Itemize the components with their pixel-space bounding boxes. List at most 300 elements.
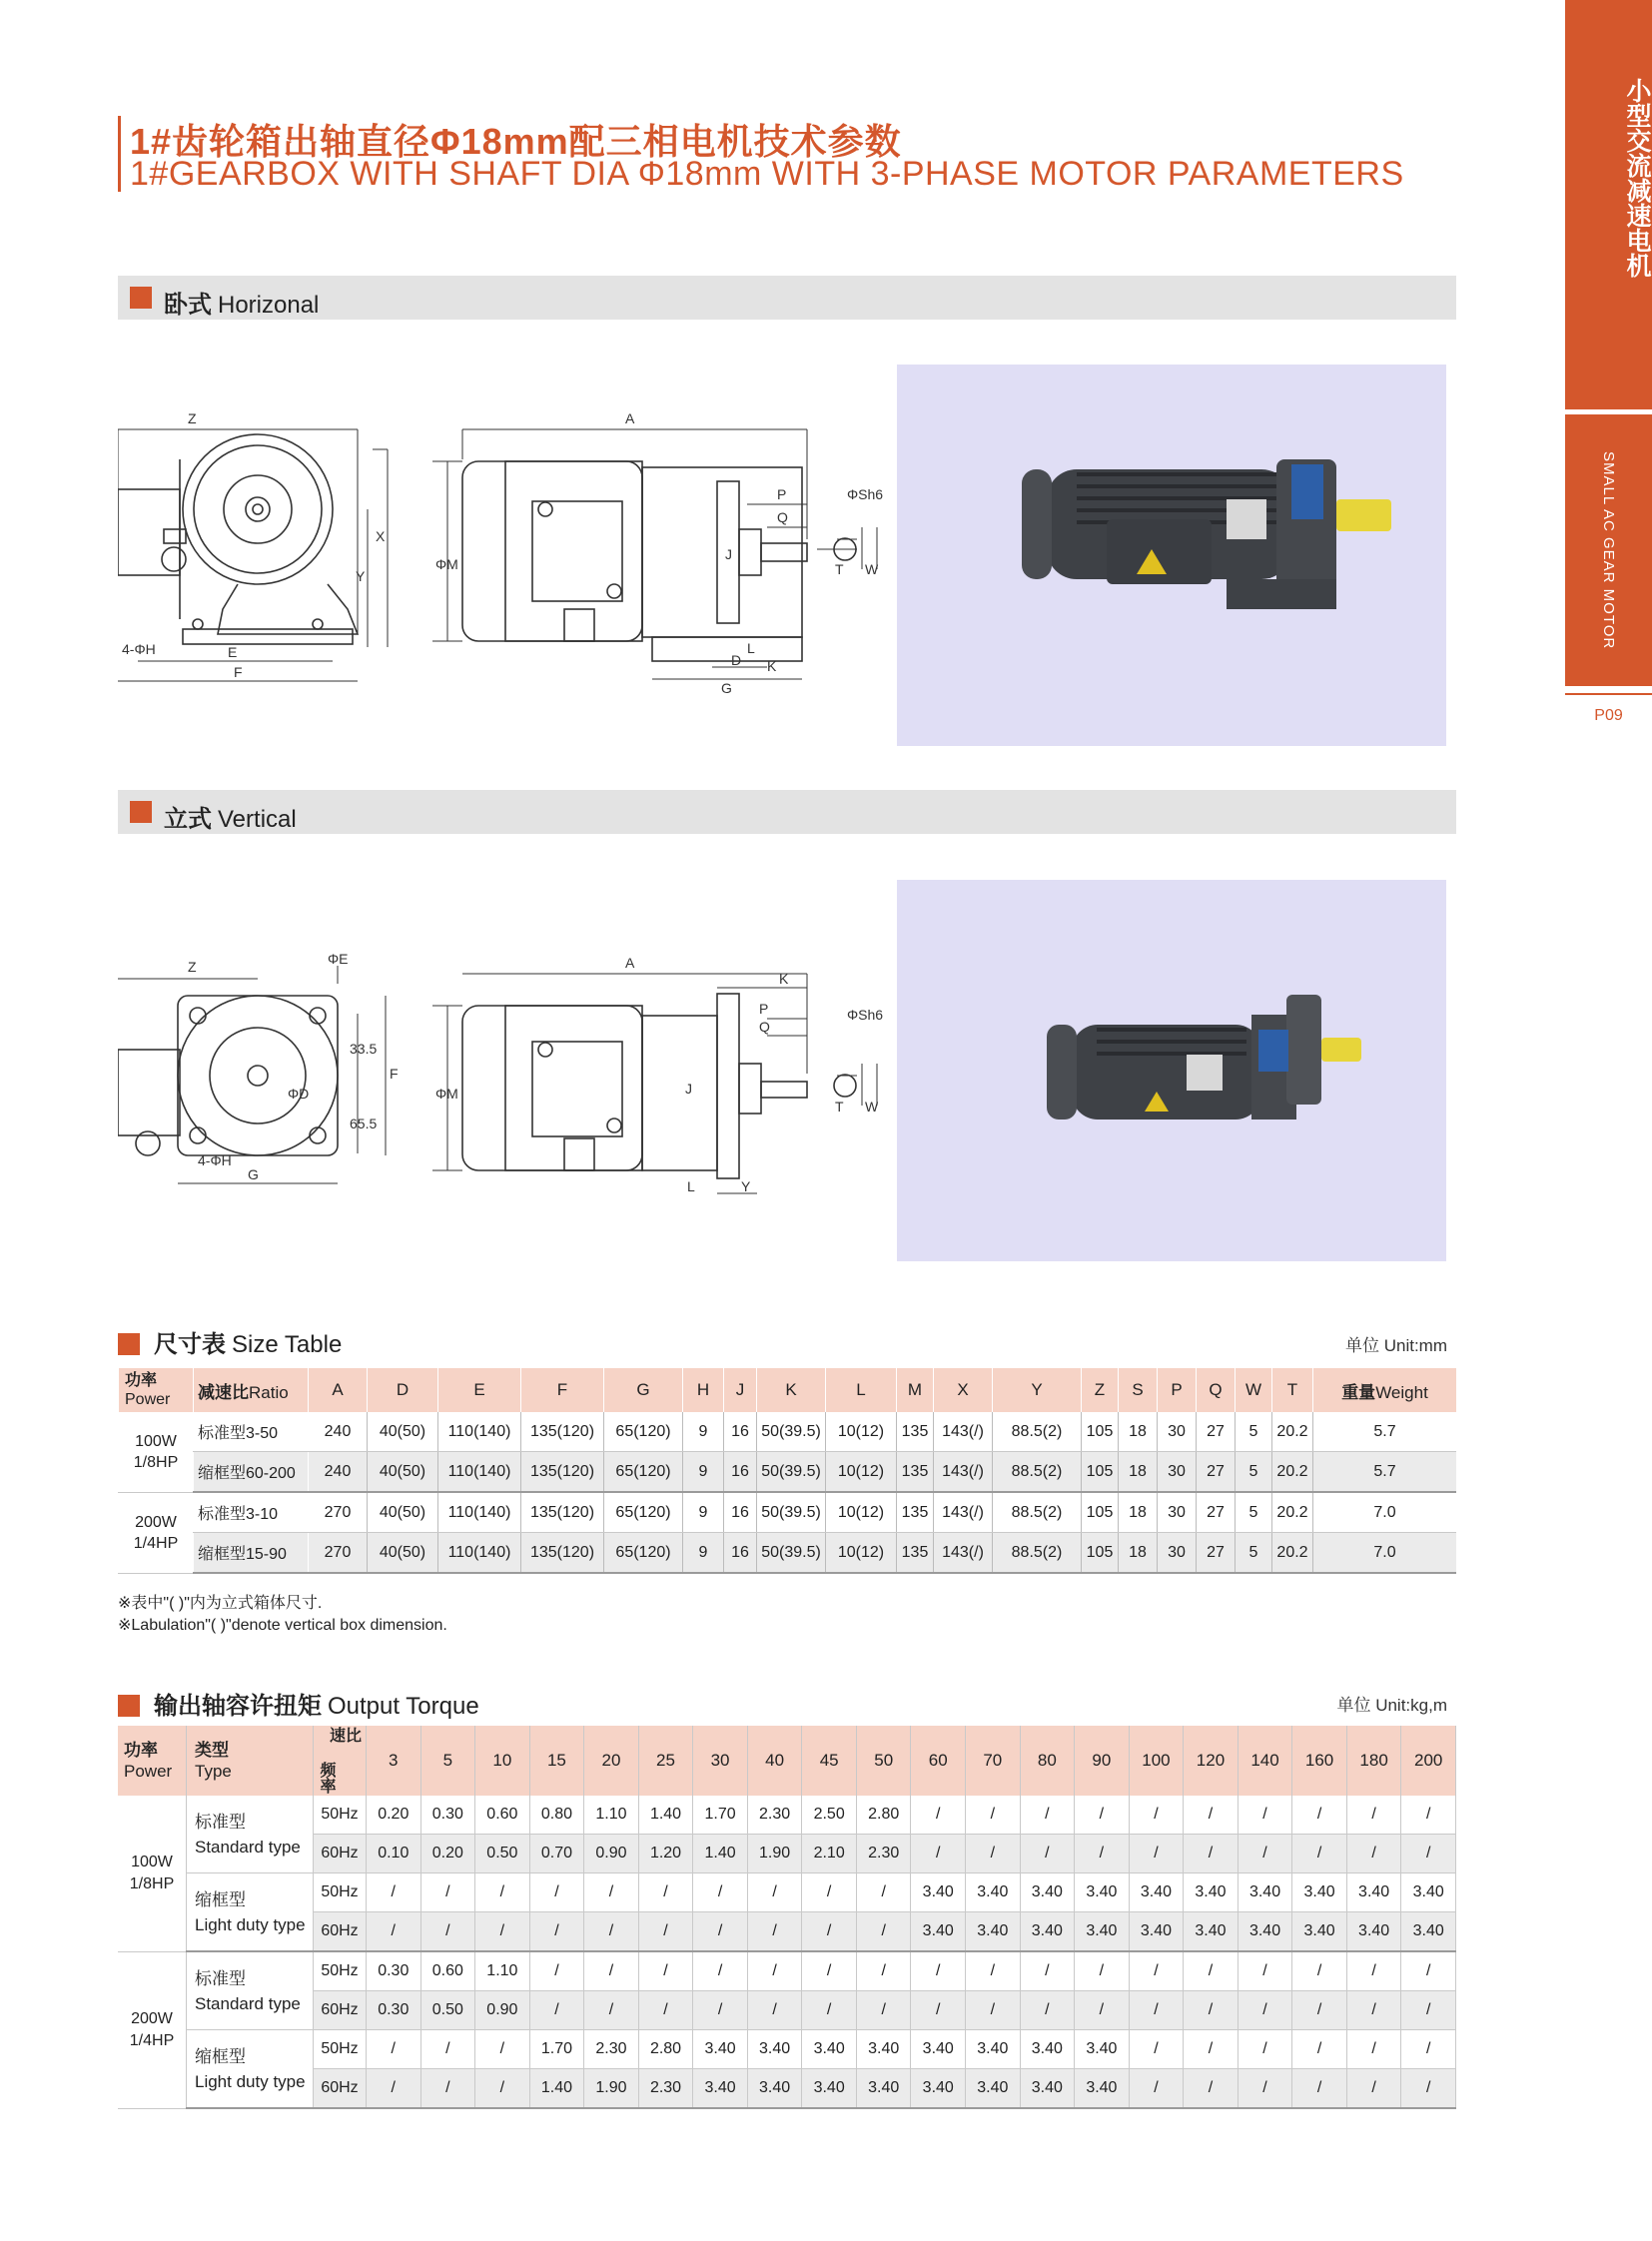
torque-value: 0.60 (420, 1951, 475, 1991)
weight-cell: 5.7 (1313, 1412, 1457, 1452)
drawing-label-h: 4-ΦH (198, 1152, 232, 1168)
torque-value: / (1346, 1835, 1401, 1873)
size-table-heading (118, 1324, 342, 1359)
torque-value: 0.20 (420, 1835, 475, 1873)
value-cell: 50(39.5) (757, 1412, 826, 1452)
torque-value: 0.30 (420, 1796, 475, 1835)
drawing-label-p: P (777, 486, 787, 502)
torque-value: / (1184, 1991, 1239, 2030)
section-header-horizontal (118, 276, 1456, 320)
drawing-label-k: K (767, 658, 777, 674)
header-ratio-70: 70 (966, 1726, 1021, 1796)
value-cell: 10(12) (826, 1412, 897, 1452)
torque-value: 3.40 (802, 2030, 857, 2069)
torque-value: / (1184, 1796, 1239, 1835)
header-ratio-40: 40 (747, 1726, 802, 1796)
value-cell: 18 (1119, 1412, 1158, 1452)
torque-value: / (1346, 2030, 1401, 2069)
torque-value: / (911, 1796, 966, 1835)
freq-cell: 60Hz (314, 2069, 367, 2109)
page-title-en: 1#GEARBOX WITH SHAFT DIA Φ18mm WITH 3-PHASE MOTOR PARAMETERS (130, 155, 1404, 193)
drawing-label-l: L (747, 640, 755, 656)
drawing-label-x: X (376, 528, 386, 544)
torque-value: 0.80 (529, 1796, 584, 1835)
value-cell: 143(/) (934, 1452, 993, 1493)
torque-value: / (1292, 1835, 1347, 1873)
drawing-label-t: T (835, 561, 844, 577)
value-cell: 65(120) (604, 1412, 683, 1452)
value-cell: 135 (897, 1412, 934, 1452)
vertical-dimension-drawing (118, 954, 917, 1223)
torque-value: / (529, 1951, 584, 1991)
value-cell: 240 (309, 1412, 368, 1452)
freq-cell: 50Hz (314, 1796, 367, 1835)
torque-value: / (475, 2030, 530, 2069)
torque-value: 0.30 (367, 1951, 421, 1991)
header-power: 功率 Power (119, 1368, 194, 1412)
header-col-k: K (757, 1368, 826, 1412)
drawing-label-h: 4-ΦH (122, 641, 156, 657)
horizontal-dimension-drawing (118, 409, 917, 709)
value-cell: 88.5(2) (993, 1492, 1082, 1533)
header-type: 类型 Type (187, 1726, 314, 1796)
value-cell: 20.2 (1272, 1533, 1313, 1574)
header-ratio-80: 80 (1020, 1726, 1075, 1796)
torque-value: 3.40 (1292, 1873, 1347, 1912)
table-row (119, 1412, 1457, 1452)
torque-value: / (475, 2069, 530, 2109)
motor-image (897, 880, 1446, 1261)
ratio-cell: 缩框型60-200 (194, 1452, 309, 1493)
header-col-a: A (309, 1368, 368, 1412)
drawing-label-t: T (835, 1099, 844, 1115)
drawing-label-sh6: ΦSh6 (847, 486, 884, 502)
torque-value: 2.50 (802, 1796, 857, 1835)
value-cell: 270 (309, 1492, 368, 1533)
torque-value: / (1346, 1796, 1401, 1835)
header-col-l: L (826, 1368, 897, 1412)
drawing-label-e: E (228, 644, 238, 660)
hp-value: 1/4HP (129, 2031, 175, 2049)
freq-cell: 60Hz (314, 1991, 367, 2030)
torque-value: / (1238, 1991, 1292, 2030)
header-ratio-15: 15 (529, 1726, 584, 1796)
torque-value: 3.40 (747, 2069, 802, 2109)
torque-value: / (367, 2069, 421, 2109)
value-cell: 10(12) (826, 1533, 897, 1574)
size-table-unit: 单位 Unit:mm (1345, 1336, 1447, 1355)
torque-value: / (1129, 2069, 1184, 2109)
drawing-label-33-5: 33.5 (350, 1041, 378, 1057)
torque-value: 3.40 (1075, 2069, 1130, 2109)
torque-value: 2.30 (856, 1835, 911, 1873)
torque-value: 3.40 (911, 2069, 966, 2109)
torque-value: / (1075, 1951, 1130, 1991)
type-en: Light duty type (195, 1914, 306, 1934)
page-number: P09 (1594, 707, 1623, 724)
drawing-label-phi-e: ΦE (328, 954, 349, 967)
torque-value: / (1129, 2030, 1184, 2069)
drawing-label-a: A (625, 410, 635, 426)
torque-value: / (1292, 1991, 1347, 2030)
value-cell: 27 (1197, 1492, 1236, 1533)
table-row (119, 1492, 1457, 1533)
torque-value: 1.90 (747, 1835, 802, 1873)
torque-value: / (420, 1912, 475, 1952)
torque-value: 2.30 (638, 2069, 693, 2109)
weight-cell: 7.0 (1313, 1492, 1457, 1533)
type-cell (187, 2030, 314, 2109)
table-row (118, 1991, 1456, 2030)
value-cell: 5 (1236, 1533, 1272, 1574)
drawing-label-q: Q (759, 1019, 770, 1035)
table-row (119, 1533, 1457, 1574)
value-cell: 88.5(2) (993, 1412, 1082, 1452)
torque-table-heading (118, 1686, 479, 1721)
drawing-label-f: F (234, 664, 243, 680)
header-col-m: M (897, 1368, 934, 1412)
power-cell (119, 1412, 194, 1492)
motor-image (897, 365, 1446, 746)
torque-value: 3.40 (1346, 1912, 1401, 1952)
size-table-header (119, 1368, 1457, 1412)
value-cell: 105 (1082, 1533, 1119, 1574)
torque-value: / (1292, 1951, 1347, 1991)
section-title-cn: 卧式 (164, 292, 212, 319)
header-col-g: G (604, 1368, 683, 1412)
value-cell: 65(120) (604, 1452, 683, 1493)
type-cn: 缩框型 (195, 1889, 246, 1909)
torque-value: / (1346, 2069, 1401, 2109)
value-cell: 40(50) (368, 1533, 438, 1574)
drawing-label-y: Y (356, 568, 366, 584)
value-cell: 9 (683, 1452, 724, 1493)
torque-value: / (1129, 1991, 1184, 2030)
size-note-en: ※Labulation"( )"denote vertical box dimension. (118, 1617, 447, 1634)
torque-value: / (1401, 2069, 1456, 2109)
type-en: Standard type (195, 1993, 301, 2013)
hp-value: 1/4HP (133, 1534, 179, 1552)
value-cell: 18 (1119, 1533, 1158, 1574)
type-cn: 缩框型 (195, 2046, 246, 2066)
torque-value: / (747, 1991, 802, 2030)
drawing-label-z: Z (188, 959, 197, 975)
torque-value: / (802, 1873, 857, 1912)
value-cell: 135(120) (521, 1492, 604, 1533)
torque-value: / (856, 1991, 911, 2030)
header-col-q: Q (1197, 1368, 1236, 1412)
header-ratio-freq (314, 1726, 367, 1796)
torque-value: 0.90 (584, 1835, 639, 1873)
torque-value: 1.40 (638, 1796, 693, 1835)
header-ratio-3: 3 (367, 1726, 421, 1796)
drawing-label-g: G (248, 1166, 259, 1182)
header-ratio-25: 25 (638, 1726, 693, 1796)
header-ratio-200: 200 (1401, 1726, 1456, 1796)
freq-cell: 60Hz (314, 1912, 367, 1952)
hp-value: 1/8HP (133, 1453, 179, 1471)
torque-value: / (856, 1873, 911, 1912)
torque-value: / (420, 2069, 475, 2109)
torque-value: / (911, 1991, 966, 2030)
torque-value: / (1020, 1991, 1075, 2030)
value-cell: 27 (1197, 1412, 1236, 1452)
value-cell: 30 (1158, 1533, 1197, 1574)
freq-cell: 50Hz (314, 2030, 367, 2069)
torque-value: 0.30 (367, 1991, 421, 2030)
page-title-cn: 1#齿轮箱出轴直径Φ18mm配三相电机技术参数 (130, 121, 902, 162)
torque-value: 3.40 (1075, 2030, 1130, 2069)
torque-value: / (693, 1951, 748, 1991)
header-ratio-100: 100 (1129, 1726, 1184, 1796)
torque-value: / (1292, 1796, 1347, 1835)
torque-value: / (1292, 2069, 1347, 2109)
header-col-x: X (934, 1368, 993, 1412)
value-cell: 110(140) (438, 1452, 521, 1493)
torque-value: / (966, 1796, 1021, 1835)
value-cell: 16 (724, 1533, 757, 1574)
torque-value: / (1129, 1835, 1184, 1873)
drawing-label-q: Q (777, 509, 788, 525)
torque-value: 3.40 (966, 2069, 1021, 2109)
value-cell: 105 (1082, 1452, 1119, 1493)
torque-value: / (911, 1951, 966, 1991)
value-cell: 135(120) (521, 1412, 604, 1452)
value-cell: 5 (1236, 1452, 1272, 1493)
value-cell: 105 (1082, 1492, 1119, 1533)
drawing-label-p: P (759, 1001, 769, 1017)
torque-value: 3.40 (1020, 1912, 1075, 1952)
torque-value: 1.70 (529, 2030, 584, 2069)
torque-value: 3.40 (966, 1873, 1021, 1912)
power-cell (118, 1796, 187, 1951)
header-ratio-120: 120 (1184, 1726, 1239, 1796)
torque-value: / (584, 1912, 639, 1952)
torque-value: 0.20 (367, 1796, 421, 1835)
freq-cell: 60Hz (314, 1835, 367, 1873)
header-weight: 重量Weight (1313, 1368, 1457, 1412)
torque-value: / (1238, 1796, 1292, 1835)
header-col-e: E (438, 1368, 521, 1412)
power-value: 200W (131, 2009, 173, 2027)
torque-value: 1.90 (584, 2069, 639, 2109)
torque-value: / (747, 1873, 802, 1912)
ratio-cell: 标准型3-50 (194, 1412, 309, 1452)
torque-value: / (1238, 2069, 1292, 2109)
ratio-cell: 缩框型15-90 (194, 1533, 309, 1574)
torque-value: 3.40 (1075, 1912, 1130, 1952)
torque-value: / (1238, 1835, 1292, 1873)
drawing-label-z: Z (188, 410, 197, 426)
freq-cell: 50Hz (314, 1951, 367, 1991)
value-cell: 9 (683, 1492, 724, 1533)
type-cell (187, 1796, 314, 1873)
torque-value: 3.40 (1346, 1873, 1401, 1912)
torque-value: 3.40 (966, 1912, 1021, 1952)
header-power: 功率 Power (118, 1726, 187, 1796)
torque-value: 3.40 (1020, 2069, 1075, 2109)
torque-value: / (856, 1951, 911, 1991)
value-cell: 10(12) (826, 1492, 897, 1533)
torque-value: / (1075, 1991, 1130, 2030)
size-table (118, 1368, 1456, 1574)
torque-value: 3.40 (856, 2069, 911, 2109)
torque-value: 3.40 (693, 2030, 748, 2069)
value-cell: 5 (1236, 1412, 1272, 1452)
power-cell (119, 1492, 194, 1573)
torque-value: 3.40 (1401, 1912, 1456, 1952)
side-divider (1565, 693, 1652, 695)
torque-value: 3.40 (802, 2069, 857, 2109)
table-row (118, 1873, 1456, 1912)
section-title-cn: 立式 (164, 806, 212, 833)
title-accent-bar (118, 116, 121, 192)
torque-value: / (529, 1991, 584, 2030)
value-cell: 27 (1197, 1452, 1236, 1493)
torque-value: 1.20 (638, 1835, 693, 1873)
value-cell: 88.5(2) (993, 1533, 1082, 1574)
value-cell: 270 (309, 1533, 368, 1574)
torque-value: 3.40 (1292, 1912, 1347, 1952)
header-col-w: W (1236, 1368, 1272, 1412)
torque-value: 3.40 (1184, 1873, 1239, 1912)
section-marker (118, 1333, 140, 1355)
torque-value: / (1401, 2030, 1456, 2069)
size-note-cn: ※表中"( )"内为立式箱体尺寸. (118, 1595, 323, 1612)
header-ratio: 减速比Ratio (194, 1368, 309, 1412)
torque-value: 3.40 (1075, 1873, 1130, 1912)
torque-value: / (802, 1951, 857, 1991)
size-table-title-en: Size Table (232, 1331, 343, 1358)
section-marker (118, 1695, 140, 1717)
torque-value: / (475, 1873, 530, 1912)
torque-value: 3.40 (1238, 1873, 1292, 1912)
section-marker (130, 287, 152, 309)
type-cell (187, 1873, 314, 1952)
header-ratio-180: 180 (1346, 1726, 1401, 1796)
torque-value: / (584, 1991, 639, 2030)
torque-value: / (1346, 1991, 1401, 2030)
torque-value: / (638, 1951, 693, 1991)
drawing-label-phi-d: ΦD (288, 1086, 310, 1102)
size-table-title-cn: 尺寸表 (154, 1331, 226, 1358)
value-cell: 20.2 (1272, 1492, 1313, 1533)
value-cell: 110(140) (438, 1492, 521, 1533)
torque-value: 0.70 (529, 1835, 584, 1873)
drawing-label-g: G (721, 680, 732, 696)
value-cell: 135 (897, 1533, 934, 1574)
header-ratio-90: 90 (1075, 1726, 1130, 1796)
value-cell: 143(/) (934, 1412, 993, 1452)
torque-value: 2.80 (856, 1796, 911, 1835)
hp-value: 1/8HP (129, 1874, 175, 1892)
torque-value: / (802, 1991, 857, 2030)
power-value: 100W (135, 1432, 177, 1450)
torque-value: / (1020, 1835, 1075, 1873)
value-cell: 40(50) (368, 1412, 438, 1452)
torque-value: 1.40 (693, 1835, 748, 1873)
header-ratio-5: 5 (420, 1726, 475, 1796)
torque-table-unit: 单位 Unit:kg,m (1336, 1696, 1447, 1715)
torque-value: 2.10 (802, 1835, 857, 1873)
table-row (118, 2069, 1456, 2109)
torque-value: / (1401, 1835, 1456, 1873)
torque-value: 1.10 (584, 1796, 639, 1835)
header-ratio: 速比 (329, 1728, 362, 1745)
drawing-label-w: W (865, 1099, 879, 1115)
horizontal-motor-photo (897, 365, 1446, 746)
torque-value: / (1129, 1796, 1184, 1835)
value-cell: 110(140) (438, 1533, 521, 1574)
torque-value: / (802, 1912, 857, 1952)
torque-value: / (856, 1912, 911, 1952)
header-col-z: Z (1082, 1368, 1119, 1412)
type-cell (187, 1951, 314, 2030)
header-col-t: T (1272, 1368, 1313, 1412)
drawing-label-y: Y (741, 1178, 751, 1194)
side-title-en: SMALL AC GEAR MOTOR (1600, 450, 1617, 650)
value-cell: 50(39.5) (757, 1452, 826, 1493)
vertical-motor-photo (897, 880, 1446, 1261)
header-ratio-45: 45 (802, 1726, 857, 1796)
torque-value: / (367, 1873, 421, 1912)
torque-value: 0.90 (475, 1991, 530, 2030)
torque-table-title-en: Output Torque (328, 1693, 479, 1720)
value-cell: 16 (724, 1412, 757, 1452)
torque-value: 1.70 (693, 1796, 748, 1835)
value-cell: 65(120) (604, 1533, 683, 1574)
drawing-label-j: J (685, 1081, 692, 1097)
torque-value: / (966, 1835, 1021, 1873)
type-cn: 标准型 (195, 1968, 246, 1988)
header-col-f: F (521, 1368, 604, 1412)
section-header-vertical (118, 790, 1456, 834)
table-row (118, 1796, 1456, 1835)
type-en: Light duty type (195, 2071, 306, 2091)
torque-value: 3.40 (1401, 1873, 1456, 1912)
table-row (119, 1452, 1457, 1493)
table-row (118, 1912, 1456, 1952)
torque-table-header (118, 1726, 1456, 1796)
value-cell: 88.5(2) (993, 1452, 1082, 1493)
power-value: 100W (131, 1853, 173, 1870)
value-cell: 110(140) (438, 1412, 521, 1452)
drawing-label-m: ΦM (435, 1086, 458, 1102)
torque-value: 3.40 (1238, 1912, 1292, 1952)
torque-value: 0.10 (367, 1835, 421, 1873)
torque-value: / (1238, 1951, 1292, 1991)
value-cell: 16 (724, 1492, 757, 1533)
drawing-label-m: ΦM (435, 556, 458, 572)
torque-value: / (1292, 2030, 1347, 2069)
torque-value: / (420, 1873, 475, 1912)
drawing-label-k: K (779, 971, 789, 987)
torque-value: 3.40 (1129, 1873, 1184, 1912)
value-cell: 135 (897, 1492, 934, 1533)
header-col-s: S (1119, 1368, 1158, 1412)
torque-value: 3.40 (1020, 1873, 1075, 1912)
value-cell: 135(120) (521, 1452, 604, 1493)
header-col-j: J (724, 1368, 757, 1412)
value-cell: 40(50) (368, 1492, 438, 1533)
header-ratio-20: 20 (584, 1726, 639, 1796)
torque-value: / (1184, 1835, 1239, 1873)
drawing-label-d: D (731, 652, 742, 668)
torque-value: 3.40 (911, 2030, 966, 2069)
value-cell: 18 (1119, 1452, 1158, 1493)
header-ratio-50: 50 (856, 1726, 911, 1796)
ratio-cell: 标准型3-10 (194, 1492, 309, 1533)
